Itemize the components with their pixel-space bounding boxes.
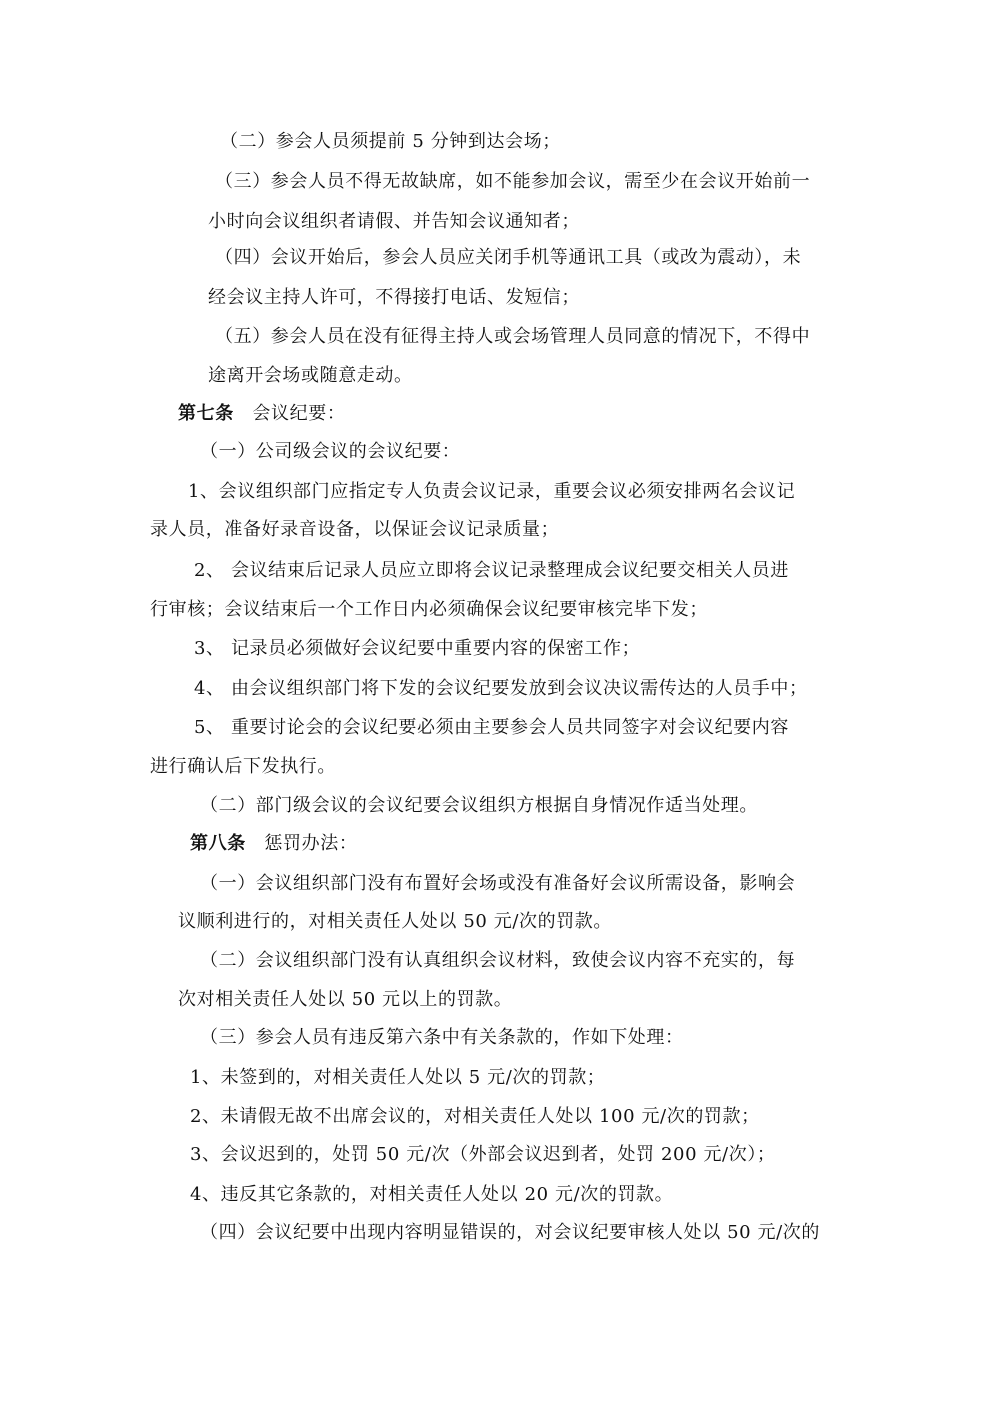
- paragraph-line: （五）参会人员在没有征得主持人或会场管理人员同意的情况下，不得中: [215, 326, 811, 347]
- paragraph-line: 行审核；会议结束后一个工作日内必须确保会议纪要审核完毕下发；: [150, 599, 708, 620]
- paragraph-line: 3、 记录员必须做好会议纪要中重要内容的保密工作；: [194, 638, 641, 659]
- paragraph-line: 小时向会议组织者请假、并告知会议通知者；: [208, 211, 580, 232]
- paragraph-line: （四）会议纪要中出现内容明显错误的，对会议纪要审核人处以 50 元/次的: [200, 1222, 821, 1243]
- paragraph-line: 3、会议迟到的，处罚 50 元/次（外部会议迟到者，处罚 200 元/次）；: [190, 1144, 776, 1165]
- paragraph-line: 2、 会议结束后记录人员应立即将会议记录整理成会议纪要交相关人员进: [194, 560, 789, 581]
- paragraph-line: （二）参会人员须提前 5 分钟到达会场；: [220, 131, 561, 152]
- paragraph-line: 途离开会场或随意走动。: [208, 365, 413, 386]
- paragraph-line: （一）公司级会议的会议纪要：: [200, 441, 461, 462]
- article-7-number: 第七条: [178, 403, 234, 424]
- paragraph-line: 5、 重要讨论会的会议纪要必须由主要参会人员共同签字对会议纪要内容: [194, 717, 789, 738]
- article-7-heading: [178, 402, 345, 426]
- paragraph-line: 议顺利进行的，对相关责任人处以 50 元/次的罚款。: [178, 911, 613, 932]
- paragraph-line: 1、会议组织部门应指定专人负责会议记录，重要会议必须安排两名会议记: [188, 481, 796, 502]
- article-8-number: 第八条: [190, 833, 246, 854]
- paragraph-line: （四）会议开始后，参会人员应关闭手机等通讯工具（或改为震动），未: [215, 247, 802, 268]
- paragraph-line: 1、未签到的，对相关责任人处以 5 元/次的罚款；: [190, 1067, 606, 1088]
- paragraph-line: 次对相关责任人处以 50 元以上的罚款。: [178, 989, 513, 1010]
- paragraph-line: 4、违反其它条款的，对相关责任人处以 20 元/次的罚款。: [190, 1184, 674, 1205]
- paragraph-line: （三）参会人员有违反第六条中有关条款的，作如下处理：: [200, 1027, 684, 1048]
- article-7-title: 会议纪要：: [252, 403, 346, 424]
- paragraph-line: （三）参会人员不得无故缺席，如不能参加会议，需至少在会议开始前一: [215, 171, 811, 192]
- paragraph-line: 进行确认后下发执行。: [150, 756, 336, 777]
- paragraph-line: （一）会议组织部门没有布置好会场或没有准备好会议所需设备，影响会: [200, 873, 796, 894]
- paragraph-line: 经会议主持人许可，不得接打电话、发短信；: [208, 287, 580, 308]
- paragraph-line: 录人员，准备好录音设备，以保证会议记录质量；: [150, 519, 560, 540]
- paragraph-line: 2、未请假无故不出席会议的，对相关责任人处以 100 元/次的罚款；: [190, 1106, 760, 1127]
- article-8-title: 惩罚办法：: [264, 833, 358, 854]
- paragraph-line: （二）会议组织部门没有认真组织会议材料，致使会议内容不充实的，每: [200, 950, 796, 971]
- article-8-heading: [190, 832, 357, 856]
- paragraph-line: 4、 由会议组织部门将下发的会议纪要发放到会议决议需传达的人员手中；: [194, 678, 808, 699]
- paragraph-line: （二）部门级会议的会议纪要会议组织方根据自身情况作适当处理。: [200, 795, 758, 816]
